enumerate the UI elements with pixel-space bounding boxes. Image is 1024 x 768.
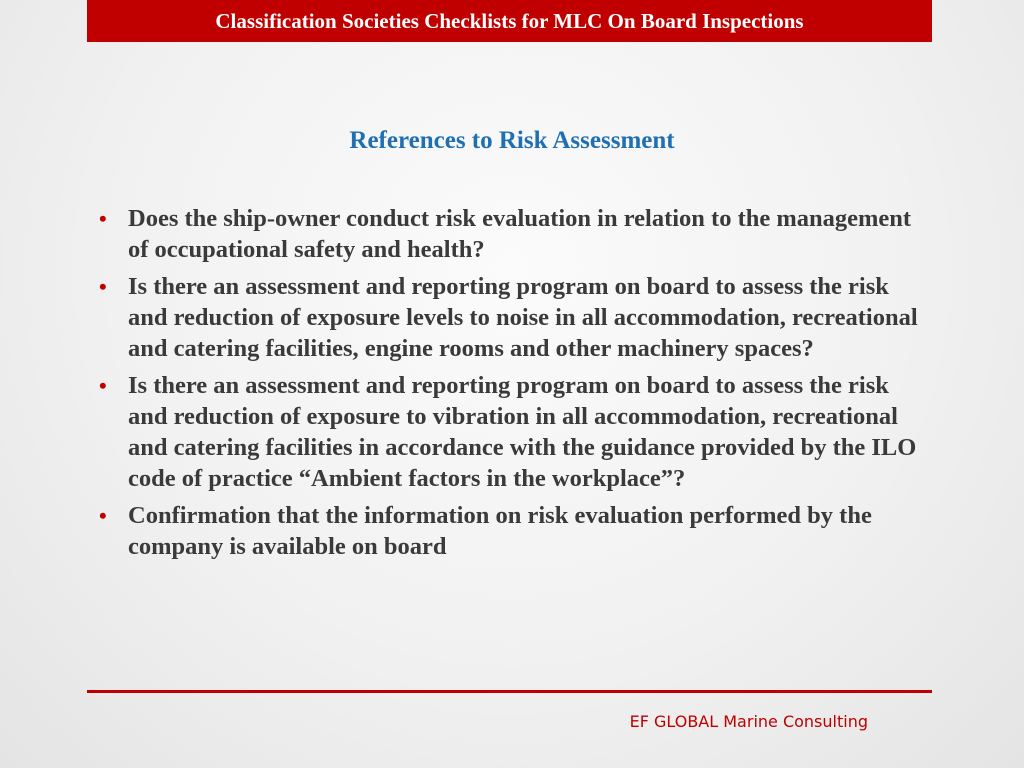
bullet-icon: • [99,206,107,231]
slide-subtitle: References to Risk Assessment [349,127,675,154]
bullet-item [96,271,926,364]
bullet-list [96,203,926,568]
bullet-icon: • [99,503,107,528]
footer-company-name: EF GLOBAL Marine Consulting [629,712,868,731]
footer-divider [87,690,932,693]
bullet-text: Confirmation that the information on risk evaluation performed by the company is available on board [128,502,872,560]
bullet-icon: • [99,274,107,299]
bullet-text: Is there an assessment and reporting program on board to assess the risk and reduction of exposure levels to noise in all accommodation, recreational and catering facilities, engine rooms and other machinery spaces? [128,273,918,362]
title-bar [87,0,932,42]
bullet-text: Is there an assessment and reporting program on board to assess the risk and reduction of exposure to vibration in all accommodation, recreational and catering facilities in accordance with the guidance provided by the ILO code of practice “Ambient factors in the workplace”? [128,372,917,492]
bullet-item [96,370,926,494]
bullet-text: Does the ship-owner conduct risk evaluation in relation to the management of occupational safety and health? [128,205,912,263]
bullet-item [96,500,926,562]
bullet-icon: • [99,373,107,398]
bullet-item [96,203,926,265]
slide-title: Classification Societies Checklists for MLC On Board Inspections [215,8,804,33]
